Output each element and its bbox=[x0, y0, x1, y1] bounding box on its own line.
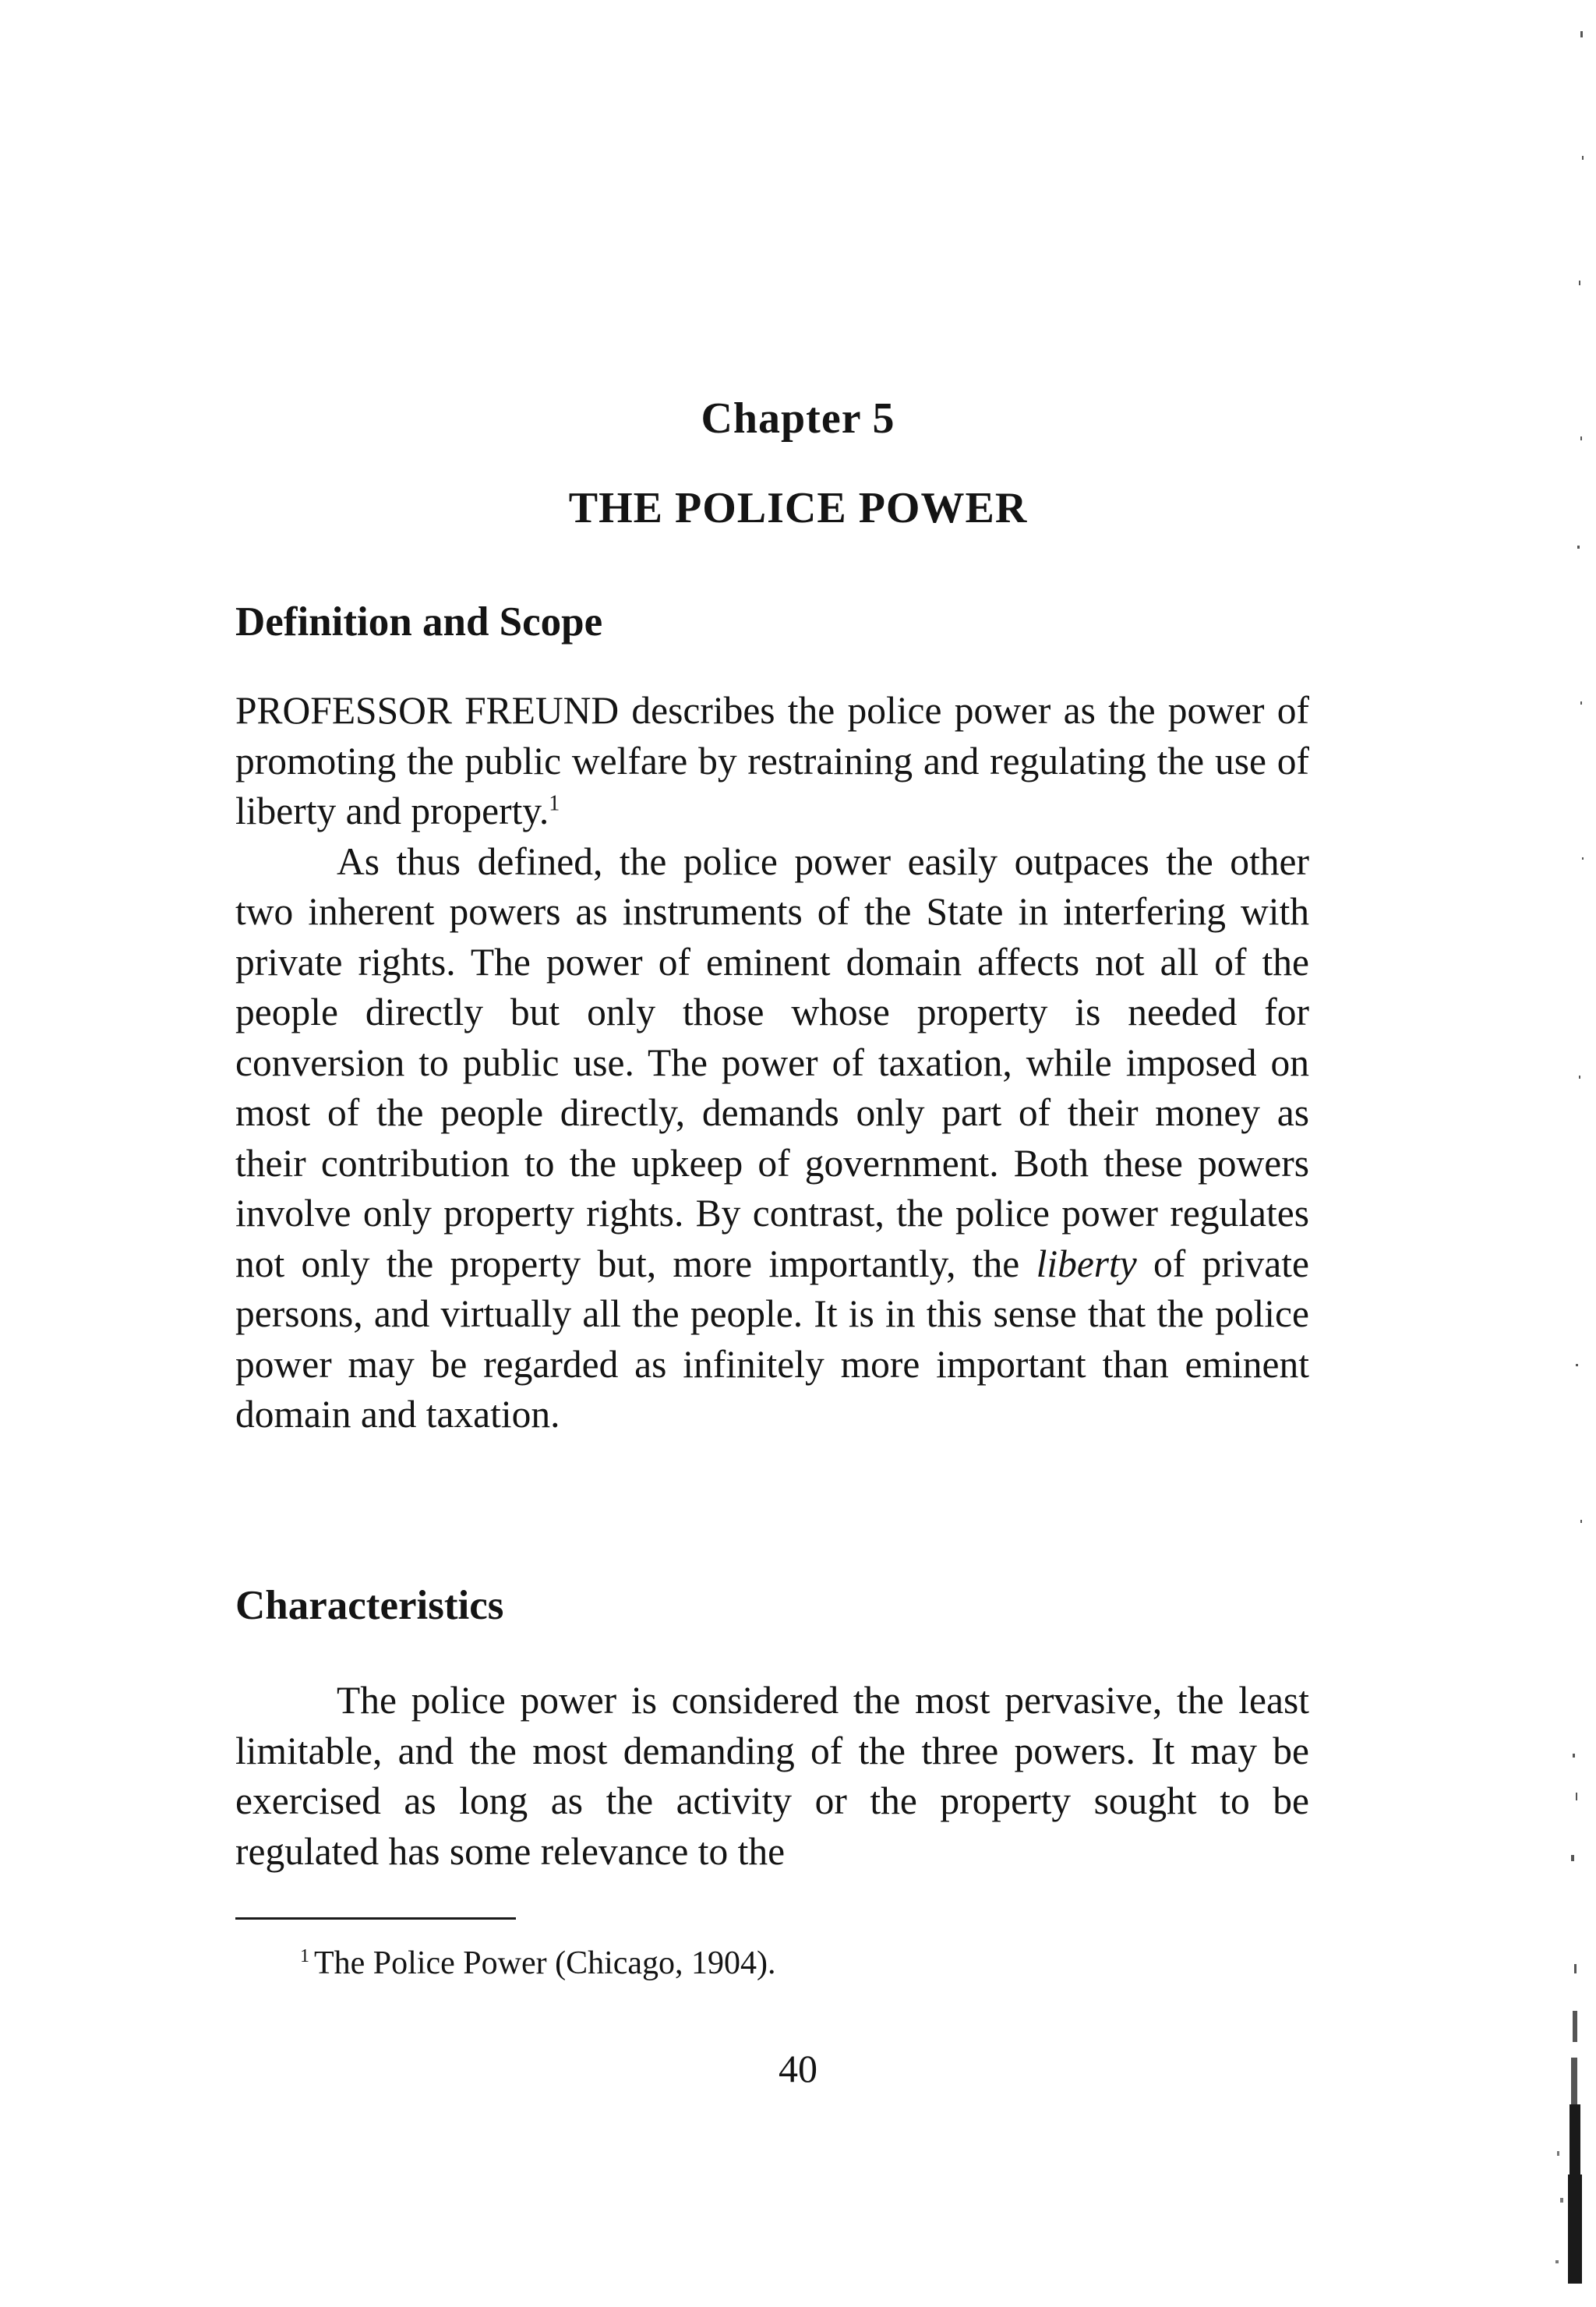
paragraph bbox=[235, 837, 1309, 1440]
emphasized-word: liberty bbox=[1036, 1242, 1137, 1285]
footnote bbox=[300, 1945, 776, 1982]
footnote-marker: 1 bbox=[300, 1946, 309, 1966]
page-number: 40 bbox=[779, 2047, 817, 2090]
paragraph bbox=[235, 1676, 1309, 1877]
section-heading-characteristics: Characteristics bbox=[235, 1583, 504, 1628]
scan-edge-artifact bbox=[1495, 0, 1596, 2307]
footnote-divider bbox=[235, 1917, 516, 1920]
paragraph-text: of private persons, and virtually all the people. It is in this sense that the police power may be regarded as infinitely more important than eminent domain and taxation. bbox=[235, 1242, 1309, 1436]
chapter-number: Chapter 5 bbox=[701, 394, 895, 443]
paragraph-text: The police power is considered the most pervasive, the least limitable, and the most demanding of the three powers. It may be exercised as long as the activity or the property sought to be regulated has some relevance to the bbox=[235, 1679, 1309, 1873]
paragraph-text: As thus defined, the police power easily outpaces the other two inherent powers as instruments of the State in interfering with private rights. The power of eminent domain affects not all of the people directly but only those whose property is needed for conversion to public use. The power of taxation, while imposed on most of the people directly, demands only part of their money as their contribution to the upkeep of government. Both these powers involve only property rights. By contrast, the police power regulates not only the property but, more importantly, the bbox=[235, 839, 1309, 1285]
paragraph-text: PROFESSOR FREUND describes the police power as the power of promoting the public welfare by restraining and regulating the use of liberty and property. bbox=[235, 689, 1309, 832]
chapter-title: THE POLICE POWER bbox=[568, 484, 1028, 532]
section-heading-definition: Definition and Scope bbox=[235, 599, 603, 645]
footnote-reference: 1 bbox=[549, 791, 560, 816]
footnote-text: The Police Power (Chicago, 1904). bbox=[314, 1945, 776, 1981]
section-body-definition bbox=[235, 686, 1309, 1440]
paragraph bbox=[235, 686, 1309, 837]
section-body-characteristics bbox=[235, 1676, 1309, 1877]
